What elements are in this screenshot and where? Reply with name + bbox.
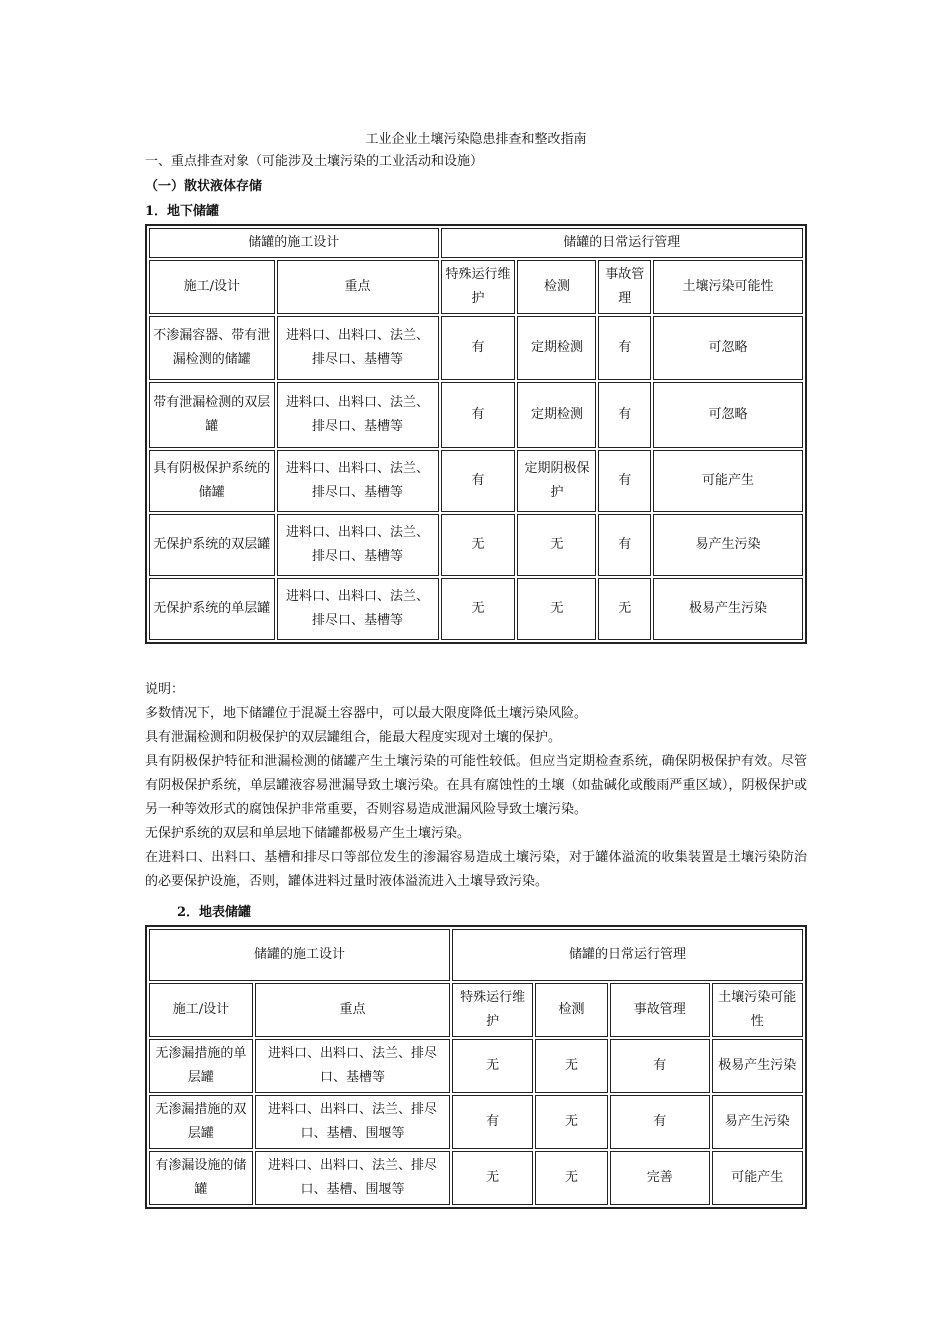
section-heading: 一、重点排查对象（可能涉及土壤污染的工业活动和设施） [145, 154, 484, 169]
table-cell: 无 [452, 1039, 533, 1093]
underground-tank-table [145, 224, 807, 644]
table-cell: 无 [535, 1039, 608, 1093]
table-cell: 定期检测 [517, 316, 596, 380]
notes-block [145, 678, 807, 894]
table-cell: 极易产生污染 [712, 1039, 803, 1093]
table-cell: 无 [441, 514, 516, 576]
table-header-cell: 土壤污染可能性 [712, 983, 803, 1037]
table-cell: 可能产生 [712, 1151, 803, 1205]
table-cell: 进料口、出料口、法兰、排尽口、基槽、围堰等 [255, 1151, 450, 1205]
notes-paragraph: 多数情况下，地下储罐位于混凝土容器中，可以最大限度降低土壤污染风险。 [145, 706, 588, 721]
table-header-cell: 事故管理 [598, 260, 651, 314]
table-row [149, 514, 803, 576]
table-cell: 有 [452, 1095, 533, 1149]
table-header-cell: 特殊运行维护 [452, 983, 533, 1037]
table-row [149, 316, 803, 380]
table-cell: 有 [441, 382, 516, 448]
table-header-cell: 土壤污染可能性 [653, 260, 803, 314]
table-cell: 有 [598, 450, 651, 512]
table-header-cell: 施工/设计 [149, 983, 253, 1037]
table-cell: 进料口、出料口、法兰、排尽口、基槽等 [277, 316, 439, 380]
table-header-cell: 特殊运行维护 [441, 260, 516, 314]
table-header-cell: 事故管理 [610, 983, 710, 1037]
subsection-heading: （一）散状液体存储 [145, 179, 263, 194]
table-cell: 具有阴极保护系统的储罐 [149, 450, 275, 512]
table-header-cell: 重点 [255, 983, 450, 1037]
table-cell: 无 [441, 578, 516, 640]
notes-label: 说明： [145, 682, 185, 697]
table-cell: 带有泄漏检测的双层罐 [149, 382, 275, 448]
table-cell: 无 [535, 1151, 608, 1205]
notes-paragraph: 无保护系统的双层和单层地下储罐都极易产生土壤污染。 [145, 826, 471, 841]
table-cell: 无 [517, 514, 596, 576]
table-row [149, 578, 803, 640]
table-cell: 不渗漏容器、带有泄漏检测的储罐 [149, 316, 275, 380]
table-group-header: 储罐的日常运行管理 [441, 228, 803, 258]
table-cell: 易产生污染 [653, 514, 803, 576]
table-group-header: 储罐的施工设计 [149, 929, 450, 981]
table-header-cell: 施工/设计 [149, 260, 275, 314]
table-group-header: 储罐的日常运行管理 [452, 929, 803, 981]
surface-tank-table [145, 925, 807, 1209]
table-cell: 进料口、出料口、法兰、排尽口、基槽等 [277, 578, 439, 640]
table-cell: 有 [610, 1039, 710, 1093]
table-cell: 有渗漏设施的储罐 [149, 1151, 253, 1205]
table-cell: 有 [441, 450, 516, 512]
notes-paragraph: 具有阴极保护特征和泄漏检测的储罐产生土壤污染的可能性较低。但应当定期检查系统，确保阴极保护有效。尽管有阴极保护系统，单层罐液容易泄漏导致土壤污染。在具有腐蚀性的土壤（如盐碱化或酸雨严重区域），阴极保护或另一种等效形式的腐蚀保护非常重要，否则容易造成泄漏风险导致土壤污染。 [145, 754, 807, 817]
table-header-cell: 检测 [535, 983, 608, 1037]
document-title: 工业企业土壤污染隐患排查和整改指南 [365, 132, 587, 147]
table-group-header: 储罐的施工设计 [149, 228, 439, 258]
table-cell: 可忽略 [653, 316, 803, 380]
table-cell: 进料口、出料口、法兰、排尽口、基槽等 [255, 1039, 450, 1093]
table-cell: 无 [517, 578, 596, 640]
table-cell: 无渗漏措施的单层罐 [149, 1039, 253, 1093]
table-cell: 易产生污染 [712, 1095, 803, 1149]
table-header-cell: 重点 [277, 260, 439, 314]
table-row [149, 382, 803, 448]
table-cell: 可忽略 [653, 382, 803, 448]
table-cell: 定期检测 [517, 382, 596, 448]
table-cell: 无 [535, 1095, 608, 1149]
table-cell: 无保护系统的单层罐 [149, 578, 275, 640]
item-heading-surface-tank: 2．地表储罐 [177, 905, 252, 920]
item-heading-underground-tank: 1．地下储罐 [145, 204, 220, 219]
table-cell: 有 [441, 316, 516, 380]
table-cell: 可能产生 [653, 450, 803, 512]
table-header-cell: 检测 [517, 260, 596, 314]
table-cell: 定期阴极保护 [517, 450, 596, 512]
notes-paragraph: 在进料口、出料口、基槽和排尽口等部位发生的渗漏容易造成土壤污染，对于罐体溢流的收集装置是土壤污染防治的必要保护设施，否则，罐体进料过量时液体溢流进入土壤导致污染。 [145, 850, 807, 889]
table-cell: 无 [598, 578, 651, 640]
table-cell: 无渗漏措施的双层罐 [149, 1095, 253, 1149]
table-cell: 进料口、出料口、法兰、排尽口、基槽等 [277, 450, 439, 512]
table-row [149, 450, 803, 512]
table-cell: 无保护系统的双层罐 [149, 514, 275, 576]
table-cell: 进料口、出料口、法兰、排尽口、基槽等 [277, 514, 439, 576]
table-cell: 进料口、出料口、法兰、排尽口、基槽、围堰等 [255, 1095, 450, 1149]
table-row [149, 1095, 803, 1149]
table-cell: 进料口、出料口、法兰、排尽口、基槽等 [277, 382, 439, 448]
table-cell: 极易产生污染 [653, 578, 803, 640]
table-cell: 无 [452, 1151, 533, 1205]
table-cell: 完善 [610, 1151, 710, 1205]
table-cell: 有 [598, 382, 651, 448]
notes-paragraph: 具有泄漏检测和阴极保护的双层罐组合，能最大程度实现对土壤的保护。 [145, 730, 562, 745]
table-row [149, 1151, 803, 1205]
table-cell: 有 [598, 316, 651, 380]
table-cell: 有 [610, 1095, 710, 1149]
table-cell: 有 [598, 514, 651, 576]
table-row [149, 1039, 803, 1093]
